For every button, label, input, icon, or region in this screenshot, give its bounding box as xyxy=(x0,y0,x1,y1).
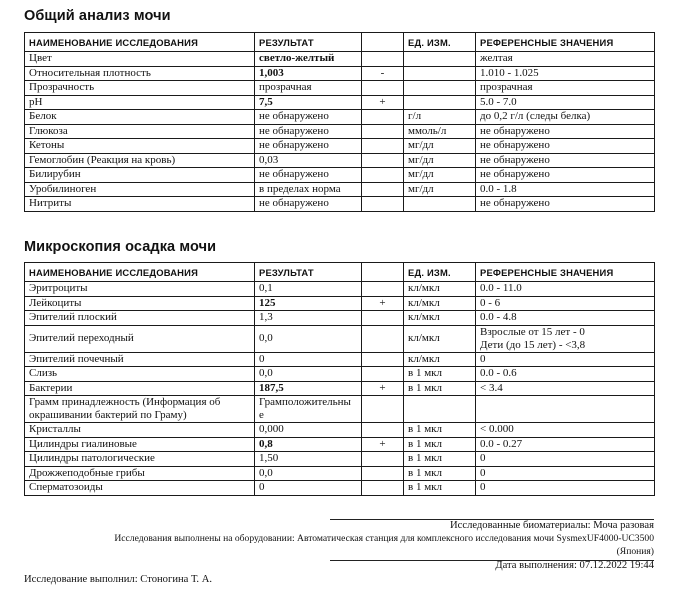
test-name: Дрожжеподобные грибы xyxy=(25,466,255,481)
table-row xyxy=(25,153,655,168)
test-unit: кл/мкл xyxy=(404,325,476,352)
test-result: не обнаружено xyxy=(255,110,362,125)
test-unit: кл/мкл xyxy=(404,296,476,311)
test-name: Цилиндры гиалиновые xyxy=(25,437,255,452)
test-flag xyxy=(362,352,404,367)
test-result: 7,5 xyxy=(255,95,362,110)
microscopy-table xyxy=(24,262,655,496)
header-result: РЕЗУЛЬТАТ xyxy=(255,263,362,282)
test-flag: + xyxy=(362,381,404,396)
test-unit: кл/мкл xyxy=(404,352,476,367)
header-flag xyxy=(362,33,404,52)
test-flag xyxy=(362,182,404,197)
table-row xyxy=(25,367,655,382)
equipment-country: (Япония) xyxy=(616,546,654,557)
test-name: Кристаллы xyxy=(25,423,255,438)
test-flag: - xyxy=(362,66,404,81)
test-reference: 0 xyxy=(476,481,655,496)
test-unit: в 1 мкл xyxy=(404,381,476,396)
test-name: Уробилиноген xyxy=(25,182,255,197)
test-unit: в 1 мкл xyxy=(404,423,476,438)
test-result: прозрачная xyxy=(255,81,362,96)
test-name: pH xyxy=(25,95,255,110)
test-result: 0 xyxy=(255,481,362,496)
test-reference-line-2: Дети (до 15 лет) - <3,8 xyxy=(480,338,586,351)
test-flag xyxy=(362,81,404,96)
test-name: Прозрачность xyxy=(25,81,255,96)
equipment-line: Исследования выполнены на оборудовании: Автоматическая станция для комплексного исследования мочи SysmexUF4000-UC3500 xyxy=(114,533,654,544)
test-flag xyxy=(362,423,404,438)
test-name: Глюкоза xyxy=(25,124,255,139)
test-name: Кетоны xyxy=(25,139,255,154)
test-unit: мг/дл xyxy=(404,139,476,154)
table-row xyxy=(25,168,655,183)
test-reference: не обнаружено xyxy=(476,153,655,168)
test-unit: в 1 мкл xyxy=(404,481,476,496)
table-row xyxy=(25,452,655,467)
test-reference: не обнаружено xyxy=(476,168,655,183)
table-row xyxy=(25,396,655,423)
test-unit xyxy=(404,95,476,110)
test-result: не обнаружено xyxy=(255,124,362,139)
table-row xyxy=(25,437,655,452)
test-unit: мг/дл xyxy=(404,153,476,168)
test-unit: ммоль/л xyxy=(404,124,476,139)
test-unit: г/л xyxy=(404,110,476,125)
test-reference: 0.0 - 11.0 xyxy=(476,282,655,297)
test-flag xyxy=(362,153,404,168)
test-flag xyxy=(362,367,404,382)
urinalysis-table xyxy=(24,32,655,212)
test-result-line-1: Грамположительны xyxy=(259,396,351,408)
test-name-line-1: Грамм принадлежность (Информация об xyxy=(29,396,221,408)
test-unit: кл/мкл xyxy=(404,282,476,297)
completion-date: Дата выполнения: 07.12.2022 19:44 xyxy=(495,560,654,571)
table-row xyxy=(25,325,655,352)
table-row xyxy=(25,466,655,481)
header-unit: ЕД. ИЗМ. xyxy=(404,263,476,282)
test-name: Сперматозоиды xyxy=(25,481,255,496)
test-name: Слизь xyxy=(25,367,255,382)
test-reference: 0 xyxy=(476,452,655,467)
header-row xyxy=(25,263,655,282)
test-flag xyxy=(362,325,404,352)
test-result-line-2: е xyxy=(259,409,264,421)
table-row xyxy=(25,81,655,96)
test-result: в пределах норма xyxy=(255,182,362,197)
test-result: 125 xyxy=(255,296,362,311)
test-result: 0,0 xyxy=(255,325,362,352)
test-name: Относительная плотность xyxy=(25,66,255,81)
test-flag xyxy=(362,197,404,212)
test-flag xyxy=(362,110,404,125)
test-name: Нитриты xyxy=(25,197,255,212)
table-row xyxy=(25,197,655,212)
test-name: Бактерии xyxy=(25,381,255,396)
test-reference: 0.0 - 4.8 xyxy=(476,311,655,326)
test-name: Эритроциты xyxy=(25,282,255,297)
test-flag xyxy=(362,481,404,496)
test-unit: в 1 мкл xyxy=(404,437,476,452)
test-flag: + xyxy=(362,95,404,110)
test-unit xyxy=(404,396,476,423)
test-reference-line-1: Взрослые от 15 лет - 0 xyxy=(480,325,585,338)
test-flag xyxy=(362,168,404,183)
test-result: не обнаружено xyxy=(255,139,362,154)
test-unit: в 1 мкл xyxy=(404,367,476,382)
table-row xyxy=(25,110,655,125)
test-flag xyxy=(362,452,404,467)
test-unit xyxy=(404,197,476,212)
test-name: Лейкоциты xyxy=(25,296,255,311)
table-row xyxy=(25,352,655,367)
test-result: 0 xyxy=(255,352,362,367)
test-result: 0,0 xyxy=(255,367,362,382)
test-unit: в 1 мкл xyxy=(404,452,476,467)
test-result: 0,000 xyxy=(255,423,362,438)
test-name-line-2: окрашивании бактерий по Граму) xyxy=(29,409,187,421)
test-reference: до 0,2 г/л (следы белка) xyxy=(476,110,655,125)
table-row xyxy=(25,296,655,311)
test-reference xyxy=(476,325,655,352)
table-row xyxy=(25,139,655,154)
test-reference: не обнаружено xyxy=(476,139,655,154)
test-name: Билирубин xyxy=(25,168,255,183)
test-result: 0,0 xyxy=(255,466,362,481)
test-flag xyxy=(362,311,404,326)
table-row xyxy=(25,423,655,438)
test-name: Эпителий переходный xyxy=(25,325,255,352)
test-reference: 0 - 6 xyxy=(476,296,655,311)
table-row xyxy=(25,481,655,496)
test-name: Цвет xyxy=(25,52,255,67)
table-row xyxy=(25,124,655,139)
test-name: Эпителий плоский xyxy=(25,311,255,326)
test-result: 187,5 xyxy=(255,381,362,396)
header-row xyxy=(25,33,655,52)
table-row xyxy=(25,95,655,110)
test-result: 0,03 xyxy=(255,153,362,168)
test-result: 1,3 xyxy=(255,311,362,326)
table-row xyxy=(25,182,655,197)
test-reference: 0.0 - 0.6 xyxy=(476,367,655,382)
test-reference: < 3.4 xyxy=(476,381,655,396)
test-reference: 1.010 - 1.025 xyxy=(476,66,655,81)
test-result: 0,1 xyxy=(255,282,362,297)
table-row xyxy=(25,52,655,67)
header-reference: РЕФЕРЕНСНЫЕ ЗНАЧЕНИЯ xyxy=(476,33,655,52)
urinalysis-title: Общий анализ мочи xyxy=(24,8,171,24)
header-reference: РЕФЕРЕНСНЫЕ ЗНАЧЕНИЯ xyxy=(476,263,655,282)
test-reference xyxy=(476,396,655,423)
test-result: не обнаружено xyxy=(255,197,362,212)
table-row xyxy=(25,66,655,81)
test-flag xyxy=(362,396,404,423)
test-unit: в 1 мкл xyxy=(404,466,476,481)
test-name: Гемоглобин (Реакция на кровь) xyxy=(25,153,255,168)
test-flag: + xyxy=(362,437,404,452)
test-result: светло-желтый xyxy=(255,52,362,67)
test-reference: 0 xyxy=(476,466,655,481)
test-flag xyxy=(362,52,404,67)
header-name: НАИМЕНОВАНИЕ ИССЛЕДОВАНИЯ xyxy=(25,263,255,282)
test-name: Белок xyxy=(25,110,255,125)
test-reference: 5.0 - 7.0 xyxy=(476,95,655,110)
test-result: 0,8 xyxy=(255,437,362,452)
test-reference: не обнаружено xyxy=(476,197,655,212)
test-reference: не обнаружено xyxy=(476,124,655,139)
test-flag: + xyxy=(362,296,404,311)
test-unit xyxy=(404,66,476,81)
test-name xyxy=(25,396,255,423)
test-flag xyxy=(362,124,404,139)
header-flag xyxy=(362,263,404,282)
test-result: не обнаружено xyxy=(255,168,362,183)
biomaterial-line: Исследованные биоматериалы: Моча разовая xyxy=(450,520,654,531)
test-reference: 0.0 - 1.8 xyxy=(476,182,655,197)
test-flag xyxy=(362,466,404,481)
table-row xyxy=(25,311,655,326)
test-reference: желтая xyxy=(476,52,655,67)
test-result xyxy=(255,396,362,423)
table-row xyxy=(25,282,655,297)
test-reference: 0.0 - 0.27 xyxy=(476,437,655,452)
test-result: 1,50 xyxy=(255,452,362,467)
test-unit xyxy=(404,52,476,67)
test-name: Эпителий почечный xyxy=(25,352,255,367)
test-unit xyxy=(404,81,476,96)
test-reference: прозрачная xyxy=(476,81,655,96)
test-name: Цилиндры патологические xyxy=(25,452,255,467)
test-unit: мг/дл xyxy=(404,168,476,183)
test-flag xyxy=(362,282,404,297)
table-row xyxy=(25,381,655,396)
test-unit: кл/мкл xyxy=(404,311,476,326)
test-flag xyxy=(362,139,404,154)
microscopy-title: Микроскопия осадка мочи xyxy=(24,239,217,255)
test-unit: мг/дл xyxy=(404,182,476,197)
header-unit: ЕД. ИЗМ. xyxy=(404,33,476,52)
header-name: НАИМЕНОВАНИЕ ИССЛЕДОВАНИЯ xyxy=(25,33,255,52)
test-reference: < 0.000 xyxy=(476,423,655,438)
test-reference: 0 xyxy=(476,352,655,367)
test-result: 1,003 xyxy=(255,66,362,81)
performer-line: Исследование выполнил: Стоногина Т. А. xyxy=(24,574,213,585)
header-result: РЕЗУЛЬТАТ xyxy=(255,33,362,52)
